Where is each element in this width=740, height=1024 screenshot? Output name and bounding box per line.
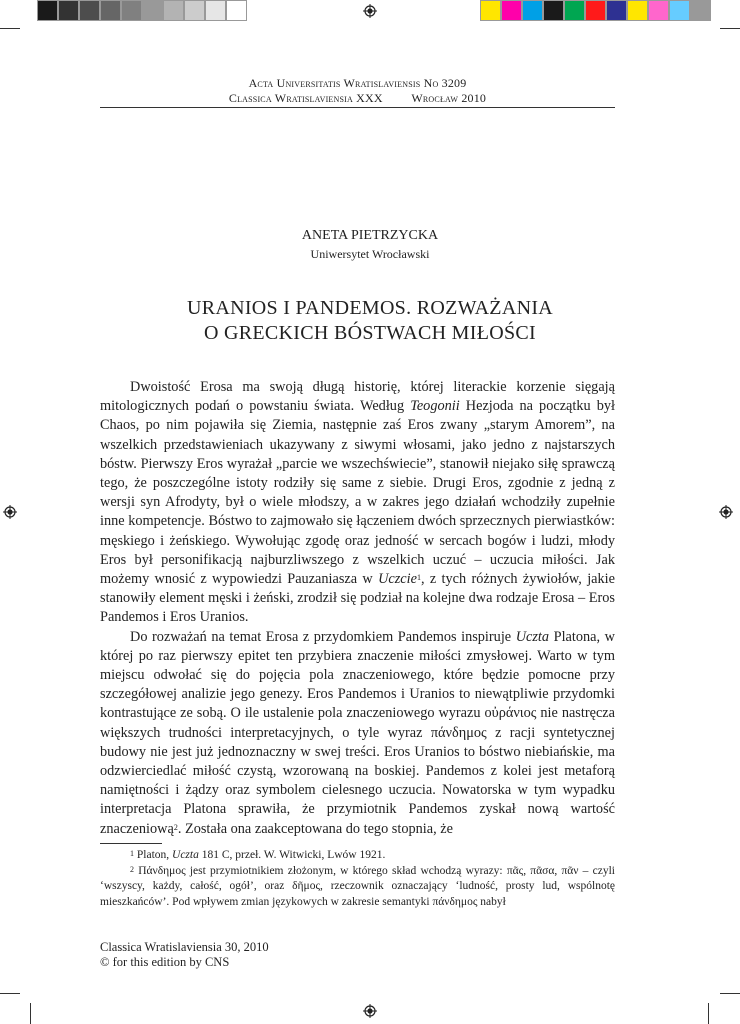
footnotes — [100, 848, 615, 910]
footnote: $^2$ Πάνδημος jest przymiotnikiem złożonym, w którego skład wchodzą wyrazy: πᾶς, πᾶσα, πᾶν – czyli ‘wszyscy, każdy, całość, ogół’, oraz δῆμος, rzeczownik oznaczający ‘ludność, prosty lud, wspólnotę mieszkańców’. Pod wpływem zmian językowych w zakresie semantyki πάνδημος nabył — [100, 864, 615, 908]
article-body — [100, 378, 615, 839]
crop-mark — [30, 1003, 31, 1024]
crop-mark — [720, 993, 740, 994]
color-swatch — [184, 0, 205, 21]
color-swatch — [58, 0, 79, 21]
color-swatch — [585, 0, 606, 21]
color-swatch — [501, 0, 522, 21]
author-name: ANETA PIETRZYCKA — [301, 228, 439, 243]
color-swatch — [543, 0, 564, 21]
paragraph: Dwoistość Erosa ma swoją długą historię, której literackie korzenie sięgają mitologicznych podań o powstaniu świata. Według Teogonii Hezjoda na początku był Chaos, po nim pojawiła się Ziemia, następnie zaś Eros zwany „starym Amorem”, na wszelkich przedstawieniach ukazywany z siwymi włosami, jako jedno z najstarszych bóstw. Pierwszy Eros wyrażał „parcie we wszechświecie”, stanowił niejako siłę sprawczą tego, że poszczególne istoty rodziły się same z siebie. Drugi Eros, zgodnie z jedną z wersji syn Afrodyty, był o wiele młodszy, a w zakres jego działań wchodziły zupełnie inne kompetencje. Bóstwo to zajmowało się łączeniem dwóch sprzecznych pierwiastków: męskiego i żeńskiego. Wywołując zgodę oraz jedność w sercach bogów i ludzi, młody Eros był personifikacją najburzliwszego z wszelkich uczuć – uczucia miłości. Jak możemy wnosić z wypowiedzi Pauzaniasza w Uczcie$^1$, z tych różnych żywiołów, jakie stanowiły element męski i żeński, zrodził się podział na kolejne dwa rodzaje Erosa – Eros Pandemos i Eros Uranios. — [100, 379, 615, 626]
author-affiliation: Uniwersytet Wrocławski — [310, 247, 430, 261]
header-divider — [100, 107, 615, 108]
footnote: $^1$ Platon, Uczta 181 C, przeł. W. Witwicki, Lwów 1921. — [130, 849, 386, 861]
registration-mark-icon — [3, 505, 17, 519]
color-swatch — [163, 0, 184, 21]
article-title — [0, 296, 740, 346]
registration-mark-icon — [719, 505, 733, 519]
crop-mark — [0, 993, 20, 994]
color-swatch — [226, 0, 247, 21]
footer-journal: Classica Wratislaviensia 30, 2010 — [100, 940, 269, 954]
crop-mark — [0, 28, 20, 29]
color-swatch — [142, 0, 163, 21]
page-footer — [100, 940, 269, 970]
title-line2: O GRECKICH BÓSTWACH MIŁOŚCI — [203, 322, 536, 344]
paragraph: Do rozważań na temat Erosa z przydomkiem Pandemos inspiruje Uczta Platona, w której po raz pierwszy epitet ten przybiera znaczenie miłości zmysłowej. Warto w tym miejscu odwołać się do pojęcia pola znaczeniowego, które będzie pomocne przy szczegółowej analizie jego genezy. Eros Pandemos i Uranios to niewątpliwie przydomki kontrastujące ze sobą. O ile ustalenie pola znaczeniowego wyrazu οὐράνιος nie nastręcza większych trudności interpretacyjnych, o tyle wyraz πάνδημος z racji syntetycznej budowy nie jest już jednoznaczny w swej treści. Eros Uranios to bóstwo niebiańskie, ma odzwierciedlać miłość czystą, wzorowaną na boskiej. Pandemos z kolei jest metaforą namiętności i żądzy oraz symbolem cielesnego uczucia. Nowatorska w tym wypadku interpretacja Platona sprawiła, że przymiotnik Pandemos zyskał nową wartość znaczeniową$^2$. Została ona zaakceptowana do tego stopnia, że — [100, 628, 615, 837]
color-swatch — [627, 0, 648, 21]
color-swatch — [37, 0, 58, 21]
color-swatch — [205, 0, 226, 21]
registration-mark-icon — [363, 1004, 377, 1018]
journal-header-line1: Acta Universitatis Wratislaviensis No 3209 — [248, 76, 467, 90]
footnote-ref[interactable]: 2 — [173, 822, 178, 832]
color-bar — [480, 0, 711, 21]
color-swatch — [480, 0, 501, 21]
grayscale-bar — [37, 0, 247, 21]
title-line1: URANIOS I PANDEMOS. ROZWAŻANIA — [186, 297, 554, 319]
crop-mark — [708, 1003, 709, 1024]
color-swatch — [100, 0, 121, 21]
registration-mark-icon — [363, 4, 377, 18]
color-swatch — [648, 0, 669, 21]
color-swatch — [606, 0, 627, 21]
color-swatch — [522, 0, 543, 21]
color-swatch — [79, 0, 100, 21]
footnote-ref[interactable]: 1 — [416, 573, 421, 583]
footer-copyright: © for this edition by CNS — [100, 955, 230, 969]
footnote-divider — [100, 843, 162, 844]
crop-mark — [720, 28, 740, 29]
journal-header-line2: Classica Wratislaviensia XXX Wrocław 2010 — [228, 91, 487, 105]
color-swatch — [669, 0, 690, 21]
color-swatch — [564, 0, 585, 21]
color-swatch — [690, 0, 711, 21]
color-swatch — [121, 0, 142, 21]
